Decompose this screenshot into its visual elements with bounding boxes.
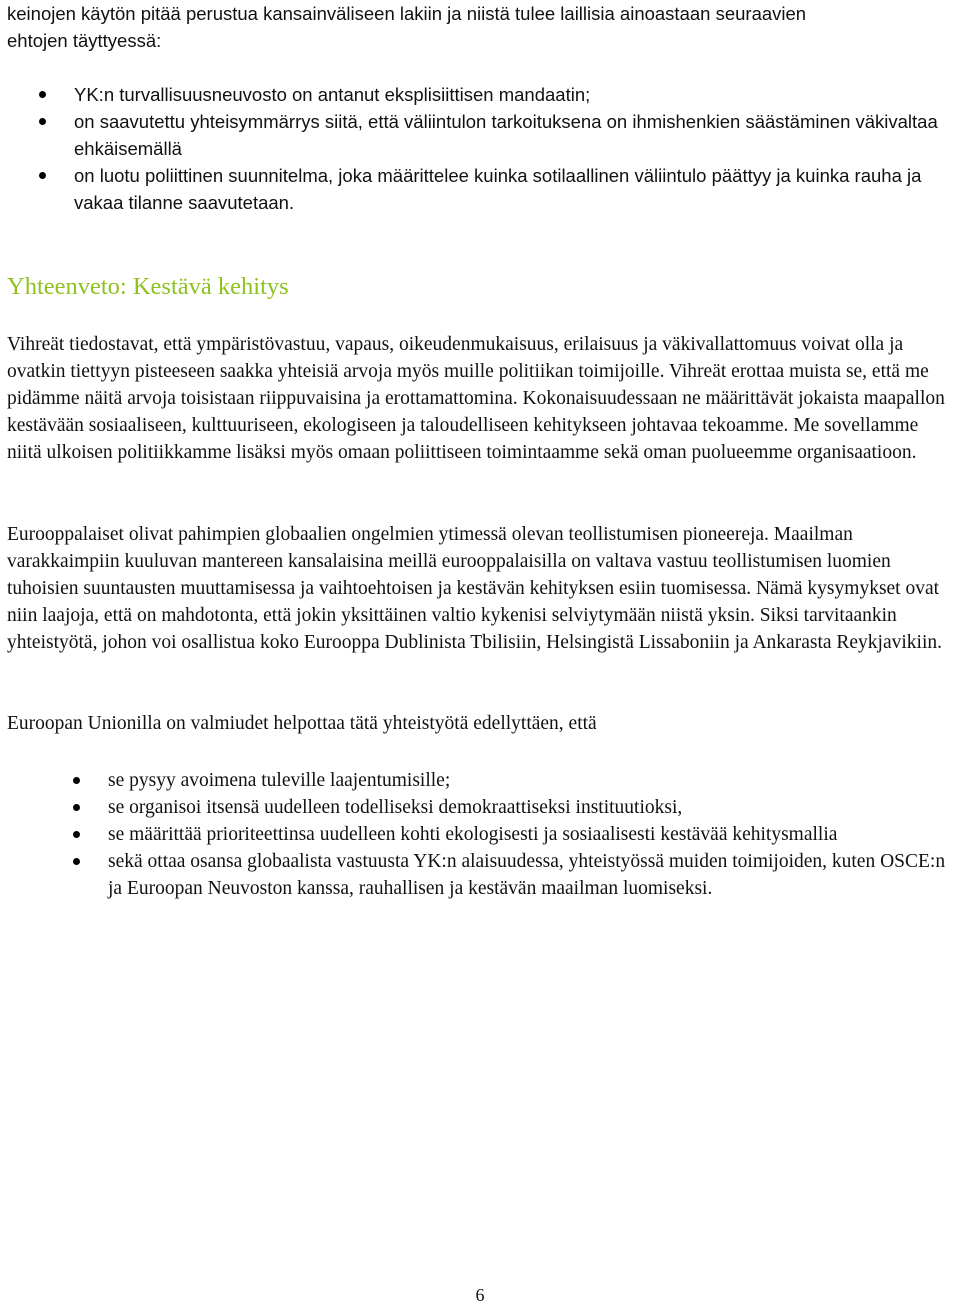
list-item (7, 767, 957, 794)
bullet-icon (39, 118, 46, 125)
bullet-icon (39, 91, 46, 98)
bullet-icon (73, 858, 80, 865)
intro-paragraph (7, 0, 957, 54)
list-item (7, 794, 957, 821)
list-item-text: se määrittää prioriteettinsa uudelleen kohti ekologisesti ja sosiaalisesti kestävää kehitysmallia (108, 824, 838, 845)
list-item-text: on saavutettu yhteisymmärrys siitä, että väliintulon tarkoituksena on ihmishenkien säästäminen väkivaltaa ehkäisemällä (74, 111, 938, 159)
list-item (7, 821, 957, 848)
list-item-text: se pysyy avoimena tuleville laajentumisille; (108, 770, 451, 791)
bullet-icon (73, 831, 80, 838)
list-item-text: se organisoi itsensä uudelleen todelliseksi demokraattiseksi instituutioksi, (108, 797, 683, 818)
list-item (7, 848, 957, 902)
section-heading: Yhteenveto: Kestävä kehitys (7, 273, 289, 300)
body-paragraph: Euroopan Unionilla on valmiudet helpottaa tätä yhteistyötä edellyttäen, että (7, 713, 597, 734)
bullet-icon (39, 172, 46, 179)
list-item (7, 162, 957, 216)
list-item (7, 81, 957, 108)
body-paragraph: Vihreät tiedostavat, että ympäristövastuu, vapaus, oikeudenmukaisuus, erilaisuus ja väkivallattomuus voivat olla ja ovatkin tiettyyn pisteeseen saakka yhteisiä arvoja myös muille politiikan toimijoille. Vihreät erottaa muista se, että me pidämme näitä arvoja toisistaan riippuvaisina ja erottamattomina. Kokonaisuudessaan ne määrittävät jokaista maapallon kestävään sosiaaliseen, kulttuuriseen, ekologiseen ja taloudelliseen kehitykseen johtavaa tekoamme. Me sovellamme niitä ulkoisen politiikkamme lisäksi myös omaan poliittiseen toimintaamme sekä oman puolueemme organisaatioon. (7, 334, 945, 463)
list-item-text: on luotu poliittinen suunnitelma, joka määrittelee kuinka sotilaallinen väliintulo päättyy ja kuinka rauha ja vakaa tilanne saavutetaan. (74, 165, 922, 213)
intro-line: ehtojen täyttyessä: (7, 30, 162, 51)
bullet-icon (73, 777, 80, 784)
eu-bullet-list (7, 767, 957, 902)
intro-line: keinojen käytön pitää perustua kansainväliseen lakiin ja niistä tulee laillisia ainoastaan seuraavien (7, 3, 807, 24)
page-number: 6 (475, 1285, 485, 1305)
list-item-text: YK:n turvallisuusneuvosto on antanut eksplisiittisen mandaatin; (74, 84, 591, 105)
intro-bullet-list (7, 81, 957, 216)
bullet-icon (73, 804, 80, 811)
list-item-text: sekä ottaa osansa globaalista vastuusta YK:n alaisuudessa, yhteistyössä muiden toimijoiden, kuten OSCE:n ja Euroopan Neuvoston kanssa, rauhallisen ja kestävän maailman luomiseksi. (108, 851, 946, 899)
body-paragraph: Eurooppalaiset olivat pahimpien globaalien ongelmien ytimessä olevan teollistumisen pioneereja. Maailman varakkaimpiin kuuluvan mantereen kansalaisina meillä eurooppalaisilla on valtava vastuu teollistumisen luomien tuhoisien suuntausten muuttamisessa ja vaihtoehtoisen ja kestävän kehityksen esiin tuomisessa. Nämä kysymykset ovat niin laajoja, että on mahdotonta, että jokin yksittäinen valtio kykenisi selviytymään niistä yksin. Siksi tarvitaankin yhteistyötä, johon voi osallistua koko Eurooppa Dublinista Tbilisiin, Helsingistä Lissaboniin ja Ankarasta Reykjavikiin. (7, 524, 943, 653)
list-item (7, 108, 957, 162)
